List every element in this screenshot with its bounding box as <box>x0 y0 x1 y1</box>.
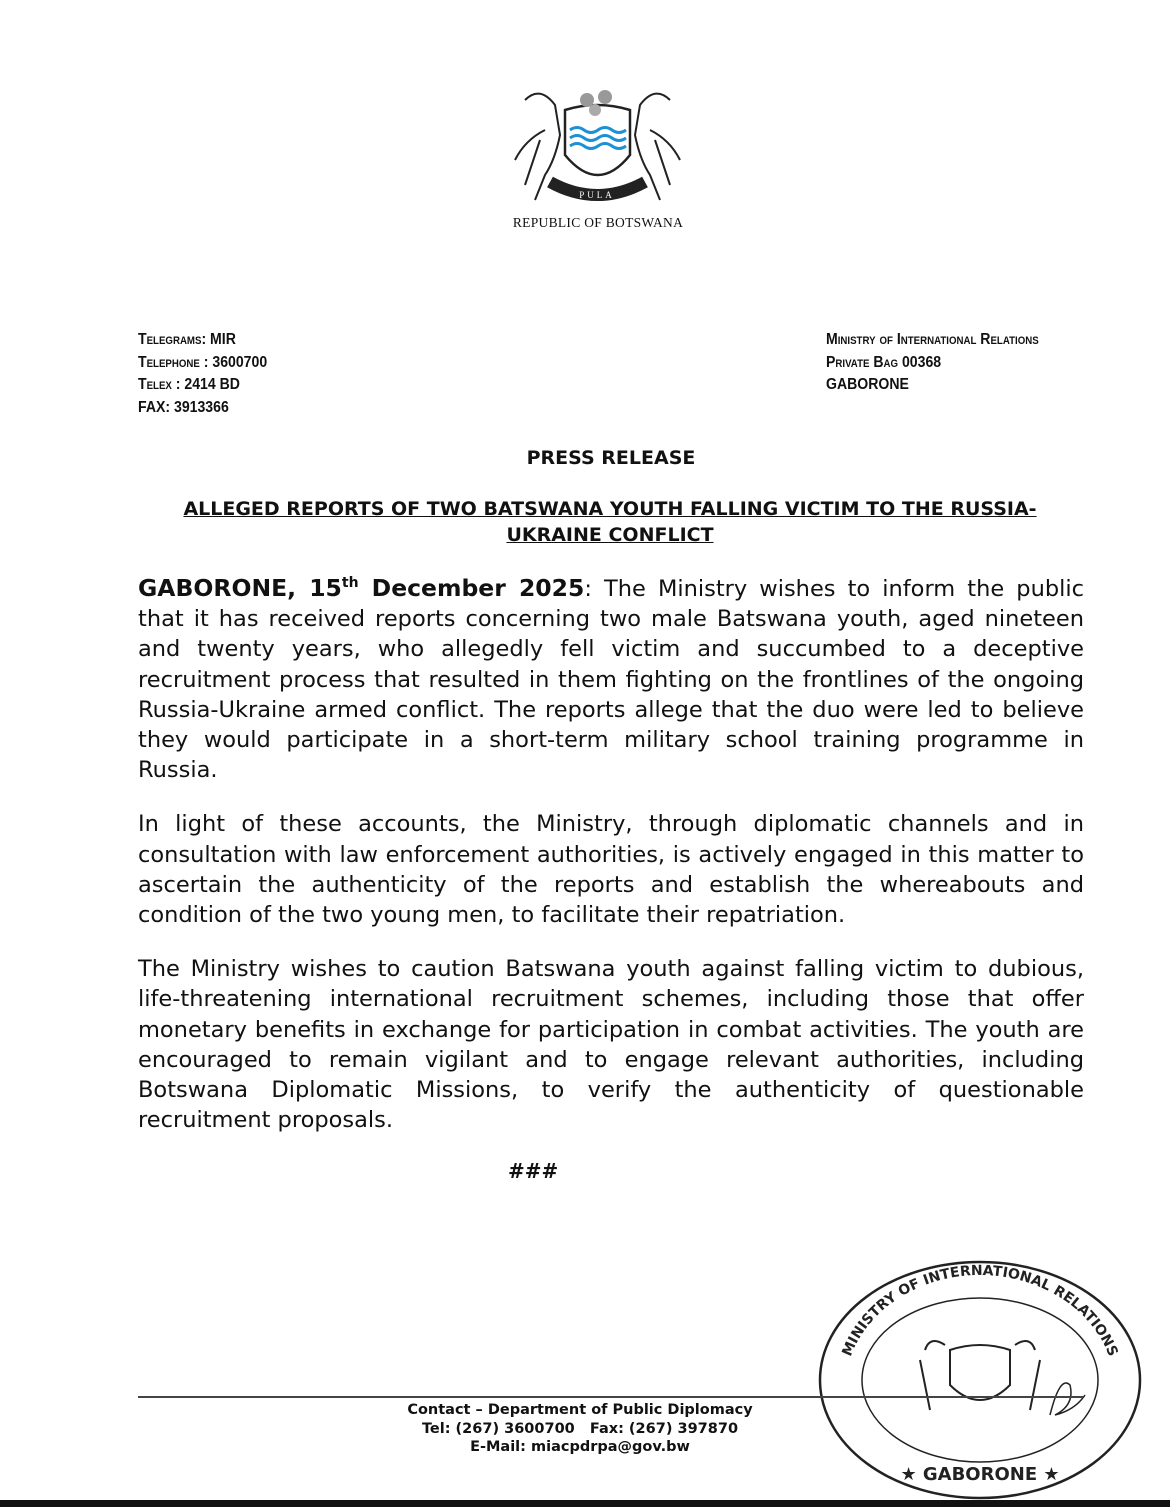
paragraph-1-text: : The Ministry wishes to inform the public that it has received reports concerning two male Batswana youth, aged nineteen and twenty years, who allegedly fell victim and succumbed to a deceptive recruitment process that resulted in them fighting on the frontlines of the ongoing Russia-Ukraine armed conflict. The reports allege that the duo were led to believe they would participate in a short-term military school training programme in Russia. <box>138 576 1084 784</box>
contact-department: Contact – Department of Public Diplomacy <box>407 1402 753 1418</box>
press-release-title: ALLEGED REPORTS OF TWO BATSWANA YOUTH FALLING VICTIM TO THE RUSSIA-UKRAINE CONFLICT <box>183 498 1037 546</box>
paragraph-1 <box>138 573 1084 785</box>
document-type: PRESS RELEASE <box>526 447 696 469</box>
dateline-suffix: th <box>341 575 359 592</box>
press-release-body <box>138 573 1084 1183</box>
letterhead-address <box>826 329 1039 397</box>
svg-text:MINISTRY OF INTERNATIONAL RELA: MINISTRY OF INTERNATIONAL RELATIONS <box>839 1262 1121 1359</box>
ministry-stamp <box>805 1240 1155 1500</box>
telephone-line: Telephone : 3600700 <box>138 353 268 371</box>
contact-email: E-Mail: miacpdrpa@gov.bw <box>470 1439 690 1455</box>
dateline-place: GABORONE, 15 <box>138 574 342 602</box>
telex-line: Telex : 2414 BD <box>138 376 240 393</box>
footer-contact <box>360 1401 800 1457</box>
country-name: REPUBLIC OF BOTSWANA <box>512 215 684 230</box>
coat-of-arms-emblem <box>505 80 690 210</box>
footer-divider <box>138 1396 1083 1398</box>
postal-address: Private Bag 00368 <box>826 353 942 371</box>
paragraph-3: The Ministry wishes to caution Batswana youth against falling victim to dubious, life-threatening international recruitment schemes, including those that offer monetary benefits in exchange for participation in combat activities. The youth are encouraged to remain vigilant and to engage relevant authorities, including Botswana Diplomatic Missions, to verify the authenticity of questionable recruitment proposals. <box>138 956 1084 1134</box>
ministry-name: Ministry of International Relations <box>826 331 1039 348</box>
paragraph-2: In light of these accounts, the Ministry, through diplomatic channels and in consultation with law enforcement authorities, is actively engaged in this matter to ascertain the authenticity of the reports and establish the whereabouts and condition of the two young men, to facilitate their repatriation. <box>138 811 1084 929</box>
fax-line: FAX: 3913366 <box>138 398 229 416</box>
dateline-date: December 2025 <box>358 574 585 602</box>
svg-text:★ GABORONE ★: ★ GABORONE ★ <box>900 1464 1060 1485</box>
city: GABORONE <box>826 376 909 393</box>
telegrams-line: Telegrams: MIR <box>138 331 236 348</box>
arms-motto: PULA <box>579 190 615 200</box>
contact-phones: Tel: (267) 3600700 Fax: (267) 397870 <box>421 1420 739 1437</box>
page-edge <box>0 1500 1170 1507</box>
end-mark: ### <box>508 1159 559 1184</box>
letterhead-contact <box>138 329 267 419</box>
